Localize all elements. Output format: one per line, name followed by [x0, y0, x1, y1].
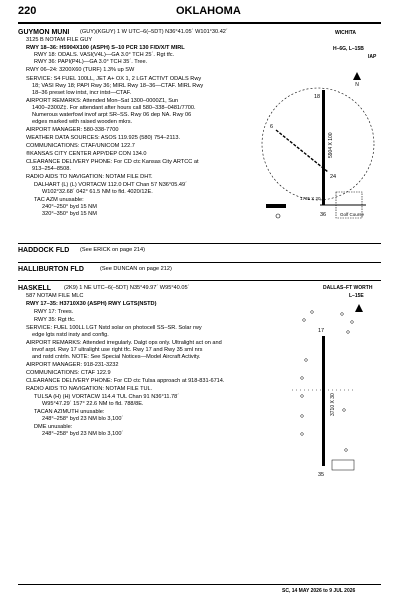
- guymon-rwy-36-label: 36: [320, 212, 327, 218]
- haskell-rwy-35-label: 35: [318, 472, 325, 478]
- haskell-line: edge lgts nstd insty and config.: [32, 332, 109, 338]
- airport-name-haddock: HADDOCK FLD: [18, 247, 70, 254]
- guymon-line: 240°–250° byd 15 NM: [42, 204, 97, 210]
- guymon-line: DALHART (L) (L) VORTACW 112.0 DHT Chan 57 N36°05.49´: [34, 182, 188, 188]
- halliburton-ref: (See DUNCAN on page 212): [100, 266, 172, 272]
- guymon-line: AIRPORT MANAGER: 580-338-7700: [26, 127, 119, 133]
- header-rule: [18, 22, 381, 24]
- guymon-rwy-24-label: 24: [330, 174, 337, 180]
- guymon-line: WEATHER DATA SOURCES: ASOS 119.925 (580) 754–2113.: [26, 135, 180, 141]
- guymon-line: 18; VASI Rwy 18; PAPI Rwy 36; MIRL Rwy 18–36—CTAF. MIRL Rwy: [32, 83, 204, 89]
- iap-guymon: IAP: [368, 54, 377, 60]
- haskell-airport-diagram: [282, 300, 376, 490]
- page-number: 220: [18, 5, 37, 17]
- guymon-line: ®KANSAS CITY CENTER APP/DEP CON 134.0: [26, 151, 147, 157]
- haskell-line: invof arpt. Rwy 17 ultralight use right tfc. Rwy 17 and Rwy 35 sml nrs: [32, 347, 203, 353]
- airport-name-halliburton: HALLIBURTON FLD: [18, 266, 84, 273]
- charts-guymon: H–6G, L–15B: [333, 46, 364, 52]
- section-rule: [18, 280, 381, 281]
- haskell-line: SERVICE: FUEL 100LL LGT Nstd solar on photocell SS–SR. Solar rwy: [26, 325, 202, 331]
- guymon-line: 3125 B NOTAM FILE GUY: [26, 37, 93, 43]
- footer-rule: [18, 584, 381, 585]
- haskell-line: RWY 17: Trees.: [34, 309, 74, 315]
- guymon-rwy-dims: 5904 X 100: [328, 132, 334, 158]
- guymon-line: 18–36 preset low intst, incr intst—CTAF.: [32, 90, 132, 96]
- haskell-rwy-17-label: 17: [318, 328, 325, 334]
- guymon-line: (GUY)(KGUY) 1 W UTC–6(–5DT) N36°41.05´ W101°30.42´: [80, 29, 228, 35]
- haskell-line: TACAN AZIMUTH unusable:: [34, 409, 105, 415]
- haskell-line: W95°47.29´ 157° 22.6 NM to fld. 788/8E.: [42, 401, 144, 407]
- haskell-line: 248°–258° byd 23 NM blo 3,100´: [42, 431, 124, 437]
- haskell-line: COMMUNICATIONS: CTAF 122.9: [26, 370, 111, 376]
- guymon-line: TAC AZM unusable:: [34, 197, 84, 203]
- haskell-line: RWY 17–35: H3710X30 (ASPH) RWY LGTS(NSTD): [26, 301, 157, 307]
- haskell-line: DME unusable:: [34, 424, 73, 430]
- guymon-airport-diagram: [258, 62, 376, 240]
- guymon-line: RWY 18: ODALS. VASI(V4L)—GA 3.0° TCH 25´. Rgt tfc.: [34, 52, 175, 58]
- guymon-line: RWY 36: PAPI(P4L)—GA 3.0° TCH 35´. Tree.: [34, 59, 148, 65]
- haskell-rwy-dims: 3710 X 30: [330, 393, 336, 416]
- section-rule: [18, 262, 381, 263]
- haddock-ref: (See ERICK on page 214): [80, 247, 145, 253]
- charts-haskell: L–15E: [349, 293, 364, 299]
- effective-dates: SC, 14 MAY 2026 to 9 JUL 2026: [282, 588, 356, 594]
- guymon-line: 913–254–8508.: [32, 166, 71, 172]
- guymon-line: AIRPORT REMARKS: Attended Mon–Sat 1300–0000Z1, Sun: [26, 98, 179, 104]
- guymon-line: COMMUNICATIONS: CTAF/UNICOM 122.7: [26, 143, 135, 149]
- guymon-line: 1400–2300Z‡. For attendant after hours call 580–338–0481/7700.: [32, 105, 196, 111]
- guymon-line: RWY 06–24: 3200X60 (TURF) 1.3% up SW: [26, 67, 135, 73]
- haskell-line: (2K9) 1 NE UTC–6(–5DT) N35°49.97´ W95°40.05´: [64, 285, 190, 291]
- state-title: OKLAHOMA: [176, 5, 241, 17]
- guymon-line: 320°–350° byd 15 NM: [42, 211, 97, 217]
- guymon-rwy-18-label: 18: [314, 94, 321, 100]
- airport-name-guymon: GUYMON MUNI: [18, 29, 70, 36]
- haskell-line: 587 NOTAM FILE MLC: [26, 293, 84, 299]
- guymon-rwy-06-label: 6: [270, 124, 274, 130]
- guymon-line: RADIO AIDS TO NAVIGATION: NOTAM FILE DHT.: [26, 174, 153, 180]
- guymon-line: edges marked with raised wooden mkrs.: [32, 119, 133, 125]
- haskell-line: RADIO AIDS TO NAVIGATION: NOTAM FILE TUL.: [26, 386, 153, 392]
- svg-text:N: N: [355, 82, 359, 88]
- guymon-golf-label: Golf Course: [340, 212, 365, 217]
- guymon-rwy-dims-2: 1735 X 20: [300, 196, 321, 201]
- haskell-line: TULSA (H) (H) VORTACW 114.4 TUL Chan 91 N36°11.78´: [34, 394, 180, 400]
- haskell-line: 248°–258° byd 23 NM blo 3,100´: [42, 416, 124, 422]
- region-haskell: DALLAS–FT WORTH: [323, 285, 373, 291]
- guymon-line: W102°32.68´ 042° 61.5 NM to fld. 4020/12E.: [42, 189, 153, 195]
- haskell-line: and nstd cntrln. NOTE: See Special Notices—Model Aircraft Activity.: [32, 354, 201, 360]
- guymon-line: SERVICE: S4 FUEL 100LL, JET A+ OX 1, 2 LGT ACTIVT ODALS Rwy: [26, 76, 202, 82]
- haskell-line: CLEARANCE DELIVERY PHONE: For CD ctc Tulsa approach at 918-831-6714.: [26, 378, 225, 384]
- haskell-line: RWY 35: Rgt tfc.: [34, 317, 76, 323]
- guymon-line: RWY 18–36: H5904X100 (ASPH) S–10 PCR 130 F/D/X/T MIRL: [26, 45, 185, 51]
- section-rule: [18, 243, 381, 244]
- guymon-line: Numerous waterfowl invof arpt SR–SS. Rwy 06 dep NA. Rwy 06: [32, 112, 192, 118]
- haskell-line: AIRPORT REMARKS: Attended irregularly. Dalgt ops only. Ultralight act on and: [26, 340, 222, 346]
- haskell-line: AIRPORT MANAGER: 918-231-3232: [26, 362, 119, 368]
- airport-name-haskell: HASKELL: [18, 285, 52, 292]
- region-guymon: WICHITA: [335, 30, 357, 36]
- guymon-line: CLEARANCE DELIVERY PHONE: For CD ctc Kansas City ARTCC at: [26, 159, 199, 165]
